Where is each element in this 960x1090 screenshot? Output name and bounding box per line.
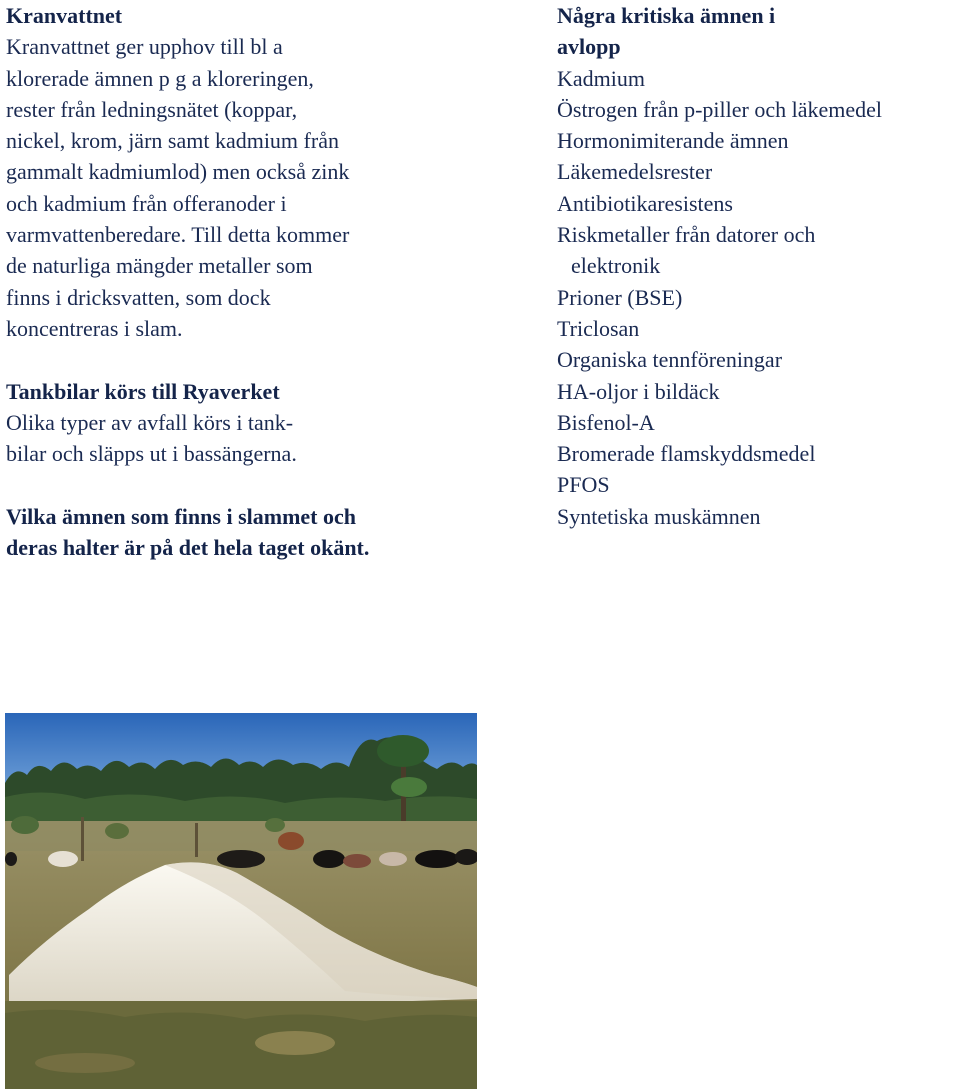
right-column [557,0,957,532]
bush [11,816,39,834]
cow [379,852,407,866]
cow [217,850,265,868]
bush [265,818,285,832]
cow [313,850,345,868]
list-item: Prioner (BSE) [557,284,683,310]
paragraph-gap [6,469,476,500]
fence-post [195,823,198,857]
list-item: Syntetiska muskämnen [557,503,761,529]
fence-post [81,817,84,861]
list-heading: avlopp [557,34,621,60]
list-item: Bromerade flamskyddsmedel [557,441,816,467]
list-item: Antibiotikaresistens [557,190,733,216]
list-heading: Några kritiska ämnen i [557,3,776,28]
dry-grass-patch [255,1031,335,1055]
body-line: koncentreras i slam. [6,315,183,341]
section-heading-tankbilar: Tankbilar körs till Ryaverket [6,378,280,404]
left-column [6,0,476,563]
cow [415,850,459,868]
conclusion-line: Vilka ämnen som finns i slammet och [6,503,356,529]
list-item: Triclosan [557,315,640,341]
body-line: Olika typer av avfall körs i tank- [6,409,294,435]
list-item: Riskmetaller från datorer och [557,222,816,248]
list-item: Organiska tennföreningar [557,347,783,373]
list-item: Bisfenol-A [557,409,655,435]
section-heading-kranvattnet: Kranvattnet [6,3,123,28]
body-line: klorerade ämnen p g a kloreringen, [6,65,314,91]
body-line: gammalt kadmiumlod) men också zink [6,159,350,185]
list-item: Hormonimiterande ämnen [557,128,789,154]
body-line: finns i dricksvatten, som dock [6,284,271,310]
body-line: varmvattenberedare. Till detta kommer [6,222,350,248]
list-item: PFOS [557,472,610,498]
grass-tufts [5,1010,477,1089]
photo-illustration [5,713,477,1089]
cow [48,851,78,867]
list-item: Kadmium [557,65,645,91]
list-item: Östrogen från p-piller och läkemedel [557,96,882,122]
conclusion-line: deras halter är på det hela taget okänt. [6,535,370,561]
cow [278,832,304,850]
dry-grass-patch [35,1053,135,1073]
list-item: HA-oljor i bildäck [557,378,720,404]
cow [343,854,371,868]
body-line: och kadmium från offeranoder i [6,190,287,216]
pasture-strip [5,821,477,851]
body-line: nickel, krom, järn samt kadmium från [6,128,339,154]
body-line: bilar och släpps ut i bassängerna. [6,441,297,467]
tree-crown-lower [391,777,427,797]
list-item-continuation: elektronik [571,253,661,279]
paragraph-gap [6,344,476,375]
body-line: Kranvattnet ger upphov till bl a [6,34,283,60]
list-item: Läkemedelsrester [557,159,713,185]
sludge-pile-photo [5,713,477,1089]
cow [5,852,17,866]
body-line: rester från ledningsnätet (koppar, [6,96,298,122]
bush [105,823,129,839]
tree-crown [377,735,429,767]
body-line: de naturliga mängder metaller som [6,253,313,279]
